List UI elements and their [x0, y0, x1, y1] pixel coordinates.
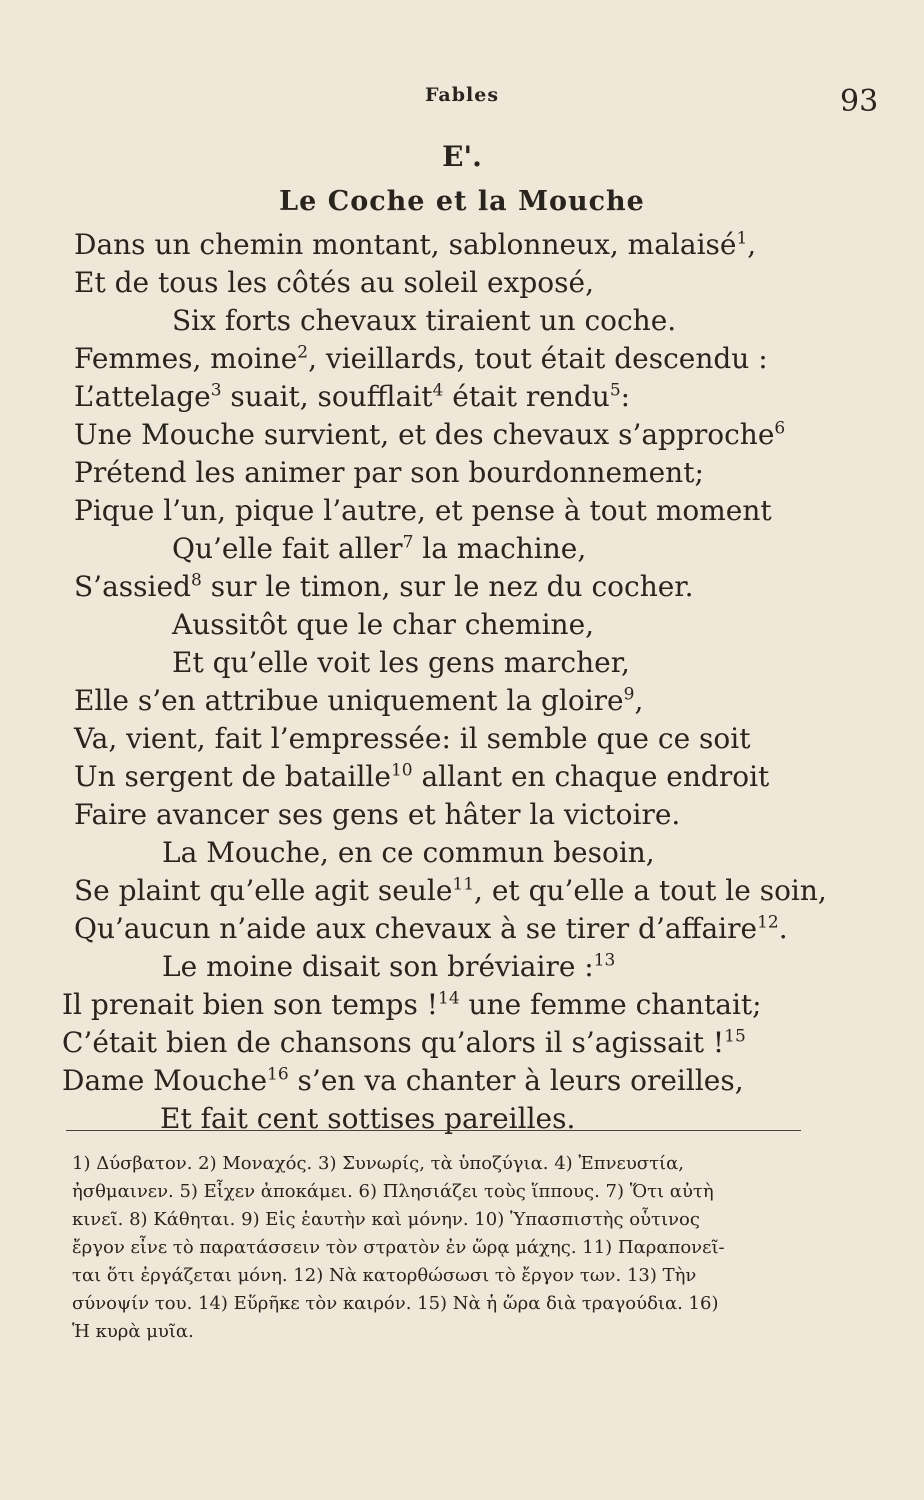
verse-line: Femmes, moine$^2$, vieillards, tout était descendu :: [74, 342, 768, 375]
verse-line: Une Mouche survient, et des chevaux s’approche$^6$: [74, 418, 786, 451]
verse-line: Pique l’un, pique l’autre, et pense à tout moment: [74, 494, 772, 527]
page-number: 93: [840, 84, 879, 119]
footnote-line: Ἡ κυρὰ μυῖα.: [72, 1321, 194, 1342]
verse-line: Et fait cent sottises pareilles.: [160, 1102, 576, 1135]
section-numeral: E'.: [442, 140, 482, 173]
footnotes: [72, 1150, 830, 1346]
verse-line: Le moine disait son bréviaire :$^{13}$: [162, 950, 616, 983]
verse-line: Faire avancer ses gens et hâter la victoire.: [74, 798, 681, 831]
verse-line: Et qu’elle voit les gens marcher,: [172, 646, 630, 679]
verse-line: Dans un chemin montant, sablonneux, malaisé$^1$,: [74, 228, 757, 261]
verse-line: Elle s’en attribue uniquement la gloire$^9$,: [74, 684, 644, 717]
footnote-line: 1) Δύσβατον. 2) Μοναχός. 3) Συνωρίς, τὰ ὑποζύγια. 4) Ἐπνευστία,: [72, 1153, 684, 1174]
verse-line: Et de tous les côtés au soleil exposé,: [74, 266, 594, 299]
verse-line: Va, vient, fait l’empressée: il semble que ce soit: [74, 722, 751, 755]
verse-line: Qu’elle fait aller$^7$ la machine,: [172, 532, 587, 565]
verse-line: L’attelage$^3$ suait, soufflait$^4$ était rendu$^5$:: [74, 380, 631, 413]
verse-line: Prétend les animer par son bourdonnement;: [74, 456, 704, 489]
verse-line: C’était bien de chansons qu’alors il s’agissait !$^{15}$: [62, 1026, 746, 1059]
footnote-line: ἔργον εἶνε τὸ παρατάσσειν τὸν στρατὸν ἐν ὥρᾳ μάχης. 11) Παραπονεῖ-: [72, 1237, 725, 1258]
verse-line: Dame Mouche$^{16}$ s’en va chanter à leurs oreilles,: [62, 1064, 744, 1097]
footnote-line: κινεῖ. 8) Κάθηται. 9) Εἰς ἑαυτὴν καὶ μόνην. 10) Ὑπασπιστὴς οὗτινος: [72, 1209, 700, 1230]
verse-line: Se plaint qu’elle agit seule$^{11}$, et qu’elle a tout le soin,: [74, 874, 827, 907]
verse-line: Qu’aucun n’aide aux chevaux à se tirer d’affaire$^{12}$.: [74, 912, 788, 945]
verse-line: Un sergent de bataille$^{10}$ allant en chaque endroit: [74, 760, 770, 793]
footnote-separator: [66, 1130, 801, 1131]
running-title: Fables: [424, 84, 500, 106]
verse-line: Six forts chevaux tiraient un coche.: [172, 304, 677, 337]
verse-line: Il prenait bien son temps !$^{14}$ une femme chantait;: [62, 988, 762, 1021]
footnote-line: ἠσθμαινεν. 5) Εἶχεν ἀποκάμει. 6) Πλησιάζει τοὺς ἵππους. 7) Ὅτι αὐτὴ: [72, 1181, 714, 1202]
footnote-line: σύνοψίν του. 14) Εὕρῆκε τὸν καιρόν. 15) Νὰ ἡ ὥρα διὰ τραγούδια. 16): [72, 1293, 719, 1314]
fable-title: Le Coche et la Mouche: [279, 186, 645, 217]
verse-line: La Mouche, en ce commun besoin,: [162, 836, 655, 869]
footnote-line: ται ὅτι ἐργάζεται μόνη. 12) Νὰ κατορθώσωσι τὸ ἔργον των. 13) Τὴν: [72, 1265, 697, 1286]
verse-line: S’assied$^8$ sur le timon, sur le nez du cocher.: [74, 570, 694, 603]
verse-line: Aussitôt que le char chemine,: [172, 608, 595, 641]
